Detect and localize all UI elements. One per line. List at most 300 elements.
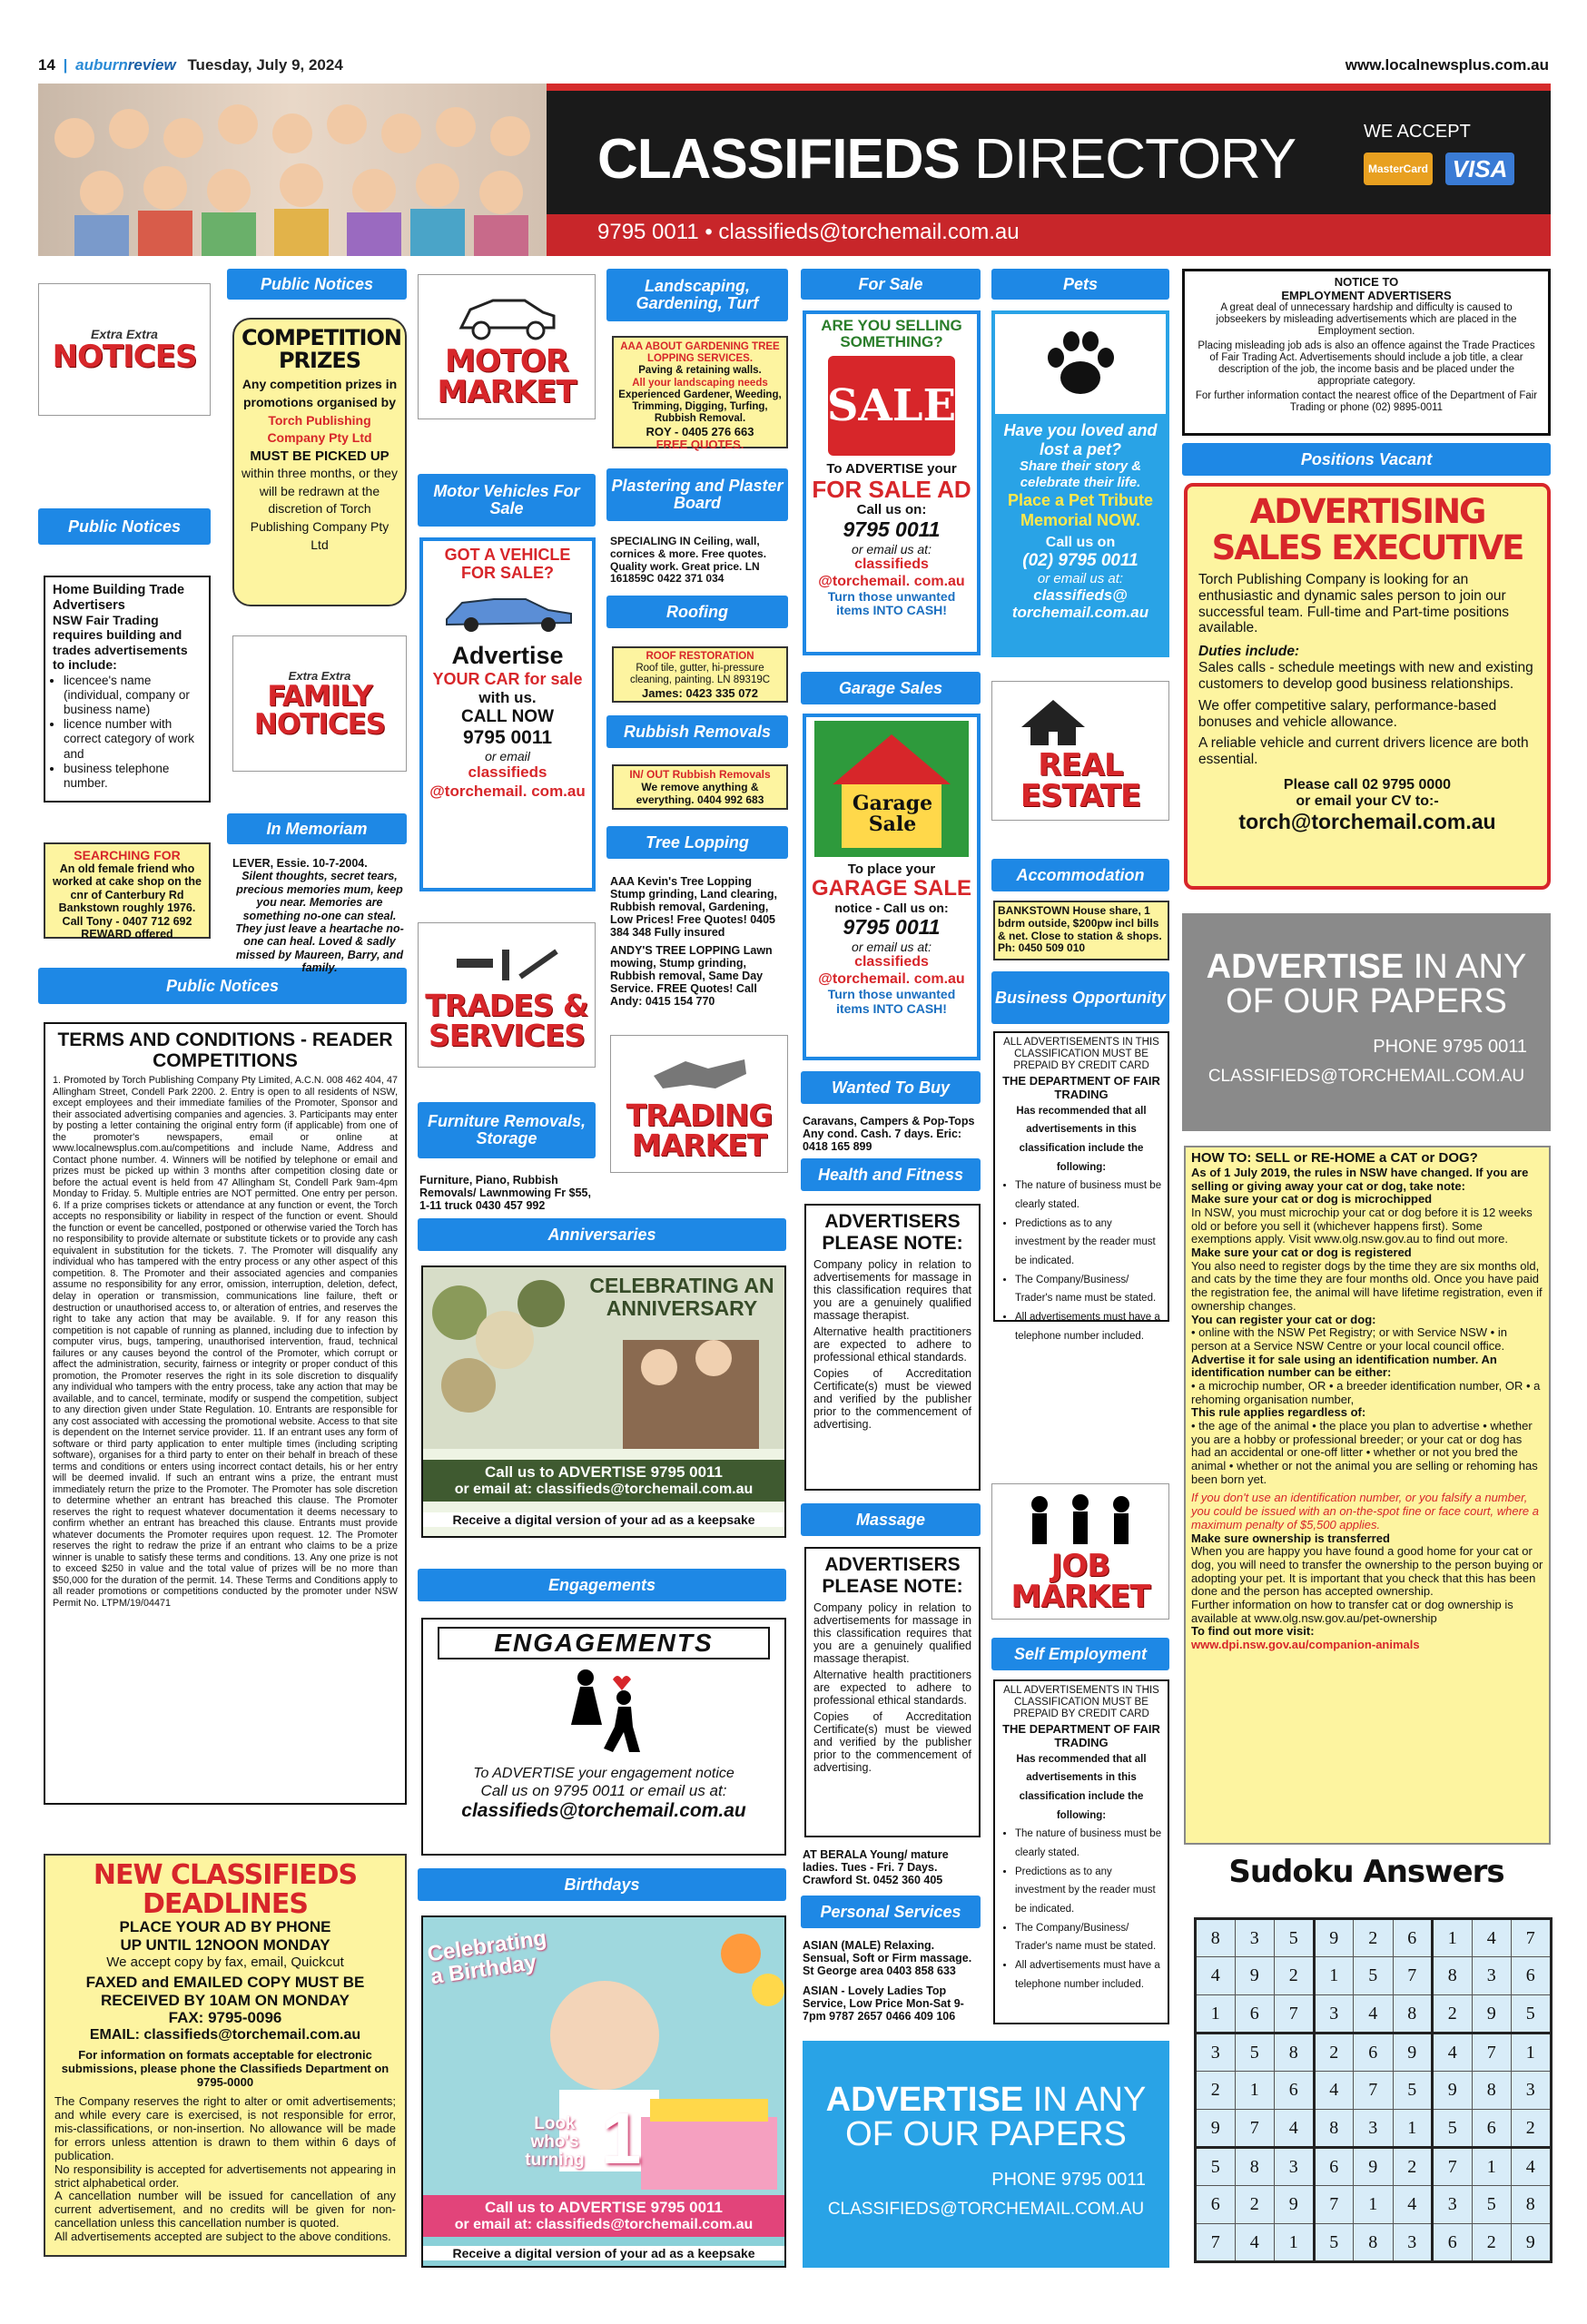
sudoku-cell: 4 xyxy=(1235,2224,1275,2262)
sudoku-cell: 6 xyxy=(1354,2034,1394,2072)
adv2-subtitle: PLEASE NOTE: xyxy=(822,1576,963,1597)
job-p3: We offer competitive salary, performance-based bonuses and vehicle allowance. xyxy=(1198,697,1497,730)
sudoku-cell: 5 xyxy=(1393,2072,1433,2110)
sudoku-row xyxy=(1196,2224,1552,2262)
advertise-promo-grey xyxy=(1182,913,1551,1131)
garage-l3: notice - Call us on: xyxy=(834,901,949,916)
classifieds-banner xyxy=(38,84,1551,256)
tab-personal-services[interactable]: Personal Services xyxy=(801,1896,981,1928)
garage-sale-ad xyxy=(803,714,981,1060)
red-stripe xyxy=(547,84,1551,91)
promo-email[interactable]: CLASSIFIEDS@TORCHEMAIL.COM.AU xyxy=(827,2199,1145,2219)
adv2-p1: Company policy in relation to advertisements for massage in this classification requires that you are a genuinely qualified massage therapist. xyxy=(813,1601,971,1665)
engagements-ad xyxy=(421,1618,786,1856)
deadlines-l1: PLACE YOUR AD BY PHONE xyxy=(119,1918,331,1935)
sudoku-cell: 2 xyxy=(1393,2148,1433,2186)
sudoku-cell: 9 xyxy=(1314,1919,1354,1957)
pet-rules-h1: Make sure your cat or dog is microchipped xyxy=(1191,1192,1433,1206)
car-for-sale-ad xyxy=(419,537,596,891)
birthday-call: Call us to ADVERTISE 9795 0011 xyxy=(484,2199,724,2216)
deadlines-l3: We accept copy by fax, email, Quickcut xyxy=(106,1955,344,1970)
trades-services-logo xyxy=(418,922,596,1068)
competition-prizes xyxy=(232,318,407,606)
berala-ad: AT BERALA Young/ mature ladies. Tues - Fri. 7 Days. Crawford St. 0452 360 405 xyxy=(803,1848,949,1886)
sudoku-cell: 1 xyxy=(1393,2110,1433,2148)
sudoku-cell: 8 xyxy=(1512,2186,1552,2224)
promo-papers: OF OUR PAPERS xyxy=(845,2115,1127,2153)
job-p4: A reliable vehicle and current drivers licence are both essential. xyxy=(1198,735,1529,768)
engagements-l2: Call us on 9795 0011 or email us at: xyxy=(480,1782,727,1799)
adv1-p2: Alternative health practitioners are expected to adhere to professional ethical standards. xyxy=(813,1325,971,1364)
sudoku-row xyxy=(1196,2034,1552,2072)
pet-rules-p3: • online with the NSW Pet Registry; or with Service NSW • in person at a Service NSW Centre or your local council office. xyxy=(1191,1325,1507,1353)
sudoku-cell: 8 xyxy=(1314,2110,1354,2148)
pet-rules-h2: Make sure your cat or dog is registered xyxy=(1191,1246,1412,1260)
comp-l1: Any competition prizes in promotions organised by xyxy=(242,377,398,409)
sudoku-cell: 2 xyxy=(1472,2224,1512,2262)
sudoku-cell: 5 xyxy=(1472,2186,1512,2224)
pet-rules-box xyxy=(1184,1146,1551,1845)
car-email: classifieds @torchemail. com.au xyxy=(429,763,586,800)
sudoku-cell: 2 xyxy=(1235,2186,1275,2224)
mastercard-icon: MasterCard xyxy=(1364,153,1433,185)
sudoku-cell: 7 xyxy=(1472,2034,1512,2072)
sudoku-cell: 3 xyxy=(1433,2186,1473,2224)
tab-public-notices-col2[interactable]: Public Notices xyxy=(227,269,407,300)
advertisers-note-2 xyxy=(804,1547,981,1837)
tab-motor-vehicles[interactable]: Motor Vehicles For Sale xyxy=(418,474,596,527)
promo-papers: OF OUR PAPERS xyxy=(1226,982,1507,1020)
sale-sign-icon: SALE xyxy=(828,356,955,456)
sudoku-cell: 7 xyxy=(1196,2224,1236,2262)
title-bold: CLASSIFIEDS xyxy=(597,128,960,191)
sudoku-row xyxy=(1196,2072,1552,2110)
adv2-p2: Alternative health practitioners are expected to adhere to professional ethical standards. xyxy=(813,1669,971,1707)
self-item: • The Company/Business/ Trader's name must be stated. xyxy=(1015,1919,1162,1956)
rubbish-ad xyxy=(612,764,788,810)
deadlines-l7: For information on formats acceptable for electronic submissions, please phone the Classifieds Department on 9795-0000 xyxy=(61,2048,389,2089)
job-duties: Duties include: xyxy=(1198,644,1300,660)
deadlines-l2: UP UNTIL 12NOON MONDAY xyxy=(120,1936,330,1954)
roof-phone: James: 0423 335 072 xyxy=(642,685,758,700)
home-building-item: • licencee's name (individual, company or business name) xyxy=(64,674,202,718)
promo-advertise: ADVERTISE xyxy=(825,2081,1024,2119)
sudoku-cell: 6 xyxy=(1472,2110,1512,2148)
directory-title xyxy=(597,127,1296,192)
sudoku-row xyxy=(1196,2148,1552,2186)
garden-l2: Paving & retaining walls. xyxy=(638,365,762,377)
sudoku-cell: 5 xyxy=(1512,1995,1552,2034)
pet-rules-h5: This rule applies regardless of: xyxy=(1191,1405,1366,1420)
self-employment-notice xyxy=(993,1679,1169,2024)
engagements-title: ENGAGEMENTS xyxy=(438,1627,770,1659)
deadlines-box xyxy=(44,1854,407,2257)
tab-anniversaries[interactable]: Anniversaries xyxy=(418,1218,786,1251)
sudoku-cell: 2 xyxy=(1512,2110,1552,2148)
tab-massage[interactable]: Massage xyxy=(801,1503,981,1536)
sudoku-cell: 8 xyxy=(1196,1919,1236,1957)
gardening-ad xyxy=(612,336,788,452)
adv1-p1: Company policy in relation to advertisements for massage in this classification requires that you are a genuinely qualified massage therapist. xyxy=(813,1258,971,1322)
sudoku-cell: 3 xyxy=(1354,2110,1394,2148)
sudoku-cell: 3 xyxy=(1275,2148,1315,2186)
sudoku-cell: 6 xyxy=(1393,1919,1433,1957)
sudoku-cell: 4 xyxy=(1275,2110,1315,2148)
tab-for-sale[interactable]: For Sale xyxy=(801,269,981,300)
comp-l2: Torch Publishing Company Pty Ltd xyxy=(267,412,372,446)
sudoku-cell: 6 xyxy=(1196,2186,1236,2224)
sudoku-cell: 3 xyxy=(1472,1957,1512,1995)
pet-rules-p5: • the age of the animal • the place you plan to advertise • whether you are a hobby or professional breeder; or your cat or dog has had an accidental or one-off litter • whether or not you bred the animal • whether or not the animal you are selling or rehoming has been born yet. xyxy=(1191,1419,1538,1486)
family-notices-text: FAMILY NOTICES xyxy=(253,679,386,741)
deadlines-l4: FAXED and EMAILED COPY MUST BE RECEIVED BY 10AM ON MONDAY xyxy=(85,1974,365,2009)
sudoku-cell: 3 xyxy=(1196,2034,1236,2072)
notice-p1: A great deal of unnecessary hardship and difficulty is caused to jobseekers by misleading advertisements which are placed in the Employment section. xyxy=(1216,302,1517,338)
searching-call: Call Tony - 0407 712 692 xyxy=(62,914,192,928)
pet-rules-h7: To find out more visit: xyxy=(1191,1624,1315,1639)
biz-prepaid: ALL ADVERTISEMENTS IN THIS CLASSIFICATION MUST BE PREPAID BY CREDIT CARD xyxy=(1003,1037,1159,1072)
sudoku-cell: 2 xyxy=(1433,1995,1473,2034)
notice-p2: Placing misleading job ads is also an offence against the Trade Practices of Fair Trading Act. Advertisements should include a job title, a clear description of the job, the income basis and be placed under the appropriate category. xyxy=(1198,340,1535,388)
sudoku-cell: 6 xyxy=(1314,2148,1354,2186)
tab-engagements[interactable]: Engagements xyxy=(418,1569,786,1601)
pets-l6: or email us at: xyxy=(1037,570,1124,586)
sudoku-cell: 8 xyxy=(1472,2072,1512,2110)
roof-body: Roof tile, gutter, hi-pressure cleaning, painting. LN 89319C xyxy=(629,663,771,686)
advertisers-note-1 xyxy=(804,1204,981,1491)
tab-garage-sales[interactable]: Garage Sales xyxy=(801,672,981,704)
accommodation-ad: BANKSTOWN House share, 1 bdrm outside, $200pw incl bills & net. Close to station & shops. Ph: 0450 509 010 xyxy=(993,901,1169,960)
sudoku-cell: 4 xyxy=(1472,1919,1512,1957)
sudoku-cell: 7 xyxy=(1235,2110,1275,2148)
sudoku-cell: 7 xyxy=(1393,1957,1433,1995)
garden-l4: Experienced Gardener, Weeding, Trimming, Digging, Turfing, Rubbish Removal. xyxy=(618,389,782,425)
pet-tribute-ad xyxy=(991,310,1169,657)
sudoku-cell: 7 xyxy=(1275,1995,1315,2034)
sudoku-cell: 9 xyxy=(1235,1957,1275,1995)
notices-logo-text: NOTICES xyxy=(52,339,197,375)
tab-self-employment[interactable]: Self Employment xyxy=(991,1638,1169,1670)
sudoku-cell: 8 xyxy=(1433,1957,1473,1995)
sudoku-cell: 5 xyxy=(1433,2110,1473,2148)
trades-services-text: TRADES & SERVICES xyxy=(425,987,588,1053)
birthday-turning: Look who's turning xyxy=(525,2114,585,2170)
engagements-email: classifieds@torchemail.com.au xyxy=(461,1800,746,1821)
site-url[interactable]: www.localnewsplus.com.au xyxy=(1345,56,1549,74)
terms-and-conditions xyxy=(44,1022,407,1805)
sudoku-title: Sudoku Answers xyxy=(1228,1854,1504,1890)
searching-reward: REWARD offered xyxy=(81,927,173,940)
sudoku-cell: 4 xyxy=(1196,1957,1236,1995)
car-for-sale: YOUR CAR for sale xyxy=(432,669,583,688)
tree-lopping-ad-1: AAA Kevin's Tree Lopping Stump grinding, Land clearing, Rubbish removal, Gardening, Low Prices! Free Quotes! 0405 384 348 Fully insured xyxy=(610,875,778,939)
promo-phone: PHONE 9795 0011 xyxy=(1373,1036,1527,1057)
pet-rules-p6: When you are happy you have found a good home for your cat or dog, you will need to transfer the ownership to the person buying or adopting your pet. It is important that you check that this has been done and the person has accepted ownership. xyxy=(1191,1544,1543,1599)
employment-notice xyxy=(1182,269,1551,436)
tab-business-opportunity[interactable]: Business Opportunity xyxy=(991,971,1169,1024)
sudoku-cell: 2 xyxy=(1196,2072,1236,2110)
tab-public-notices[interactable]: Public Notices xyxy=(38,508,211,545)
garage-sign: Garage Sale xyxy=(852,792,933,837)
sales-executive-ad xyxy=(1184,483,1551,890)
tab-accommodation[interactable]: Accommodation xyxy=(991,859,1169,891)
deadlines-fax: FAX: 9795-0096 xyxy=(168,2009,282,2027)
biz-item: • Predictions as to any investment by the reader must be indicated. xyxy=(1015,1215,1162,1271)
asian-ad-1: ASIAN (MALE) Relaxing. Sensual, Soft or Firm massage. St George area 0403 858 633 xyxy=(803,1939,972,1977)
proposal-silhouette-icon xyxy=(549,1661,658,1761)
tab-plastering[interactable]: Plastering and Plaster Board xyxy=(606,468,788,521)
adv2-title: ADVERTISERS xyxy=(824,1554,961,1575)
sudoku-cell: 1 xyxy=(1275,2224,1315,2262)
sudoku-cell: 6 xyxy=(1433,2224,1473,2262)
banner-contact: 9795 0011 • classifieds@torchemail.com.au xyxy=(597,220,1020,244)
car-or-email: or email xyxy=(485,749,530,764)
tab-roofing[interactable]: Roofing xyxy=(606,596,788,628)
notice-to: NOTICE TO xyxy=(1334,275,1399,289)
memoriam-body: Silent thoughts, secret tears, precious memories mum, keep you near. Memories are something no-one can steal. They just leave a heartache no-one can heal. Loved & sadly missed by Maureen, Barry, and family. xyxy=(235,870,404,974)
terms-body: 1. Promoted by Torch Publishing Company Pty Limited, A.C.N. 008 462 404, 47 Allingham Street, Condell Park 2200. 2. Entry is open to all residents of NSW, except employees and their immediate families of the Promoter, Sponsor and their associated advertising companies and agencies. 3. Participants may enter by posting a letter containing the original entry form (if applicable) from one of the promoter's newspapers, email or online at www.localnewsplus.com.au/competitions and include Name, Address and Contact phone number. 4. Winners will be notified by telephone or email and prizes must be picked up within 3 months after competition closing date or before the actual event is held from 47 Allingham St, Condell Park 9am-4pm Monday to Friday. 5. Multiple entries are NOT permitted. One entry per person. 6. If a prize comprises tickets or attendance at any function or event, the Torch accepts no responsibility or liability in respect of the function or event. Should the function or event be cancelled, postponed or otherwise varied the Torch has no responsibility to provide alternate or substitute tickets or to provide any cash equivalent in substitution for the tickets. 7. The Promoter will disqualify any individual who has tampered with the entry process or any other aspect of this competition. 8. The Promoter and their associated agencies and companies assume no responsibility for any error, omission, interruption, deletion, defect, delay in operation or transmission, communications line failure, theft or destruction or unauthorised access to, or alteration of entries, and reserves the right to take any action that may be available. 9. If for any reason this competition is not capable of running as planned, including due to infection by computer virus, bugs, tampering, unauthorised intervention, fraud, technical failures or any causes beyond the control of the Promoter, which corrupt or affect the administration, security, fairness or integrity or proper conduct of this promotion, the Promoter reserves the right in its sole discretion to disqualify any individual who tampers with the entry process, take any action that may be available, and to cancel, terminate, modify or suspend the competition, subject to any direction given under State Regulation. 10. Entrants are responsible for any cost associated with accessing the promotional website. Access to that site is dependent on the Internet service provider. 11. If an entrant uses any form of software or third party application to enter multiple times (including scripting software), organises for a third party to enter on their behalf in breach of these terms and conditions or enters using incorrect contact details, his or her entry will be deemed invalid. If such an entrant wins a prize, the entrant must immediately return the prize to the Promoter. The Promoter has sole discretion to determine whether an entrant has breached this clause. The Promoter reserves the right to request whatever documentation it deems necessary to confirm whether an entrant has breached this clause. Entrants must provide whatever documents the Promoter requires upon request. 12. The Promoter reserves the right to redraw the prize if an entrant who claims to be a prize winner is unable to satisfy these terms and conditions. 13. Any one prize is not to exceed $250 in value and the total value of prizes will be no more than $50,000 for the duration of the permit. 14. These Terms and Conditions apply to all reader promotions or competitions conducted by the promoter under NSW Permit No. LTPM/19/04471 xyxy=(53,1075,398,1609)
adv1-subtitle: PLEASE NOTE: xyxy=(822,1233,963,1254)
sudoku-cell: 2 xyxy=(1314,2034,1354,2072)
sudoku-cell: 5 xyxy=(1354,1957,1394,1995)
deadlines-p2: No responsibility is accepted for advertisements not appearing in strict alphabetical order. xyxy=(54,2162,396,2190)
home-building-item: • business telephone number. xyxy=(64,762,202,791)
sudoku-cell: 1 xyxy=(1512,2034,1552,2072)
home-building-notice xyxy=(44,576,211,803)
sale-l2: FOR SALE AD xyxy=(812,475,971,503)
deadlines-email: EMAIL: classifieds@torchemail.com.au xyxy=(89,2027,361,2043)
garage-phone: 9795 0011 xyxy=(843,915,941,940)
self-dept: THE DEPARTMENT OF FAIR TRADING xyxy=(1002,1721,1160,1749)
sale-email: classifieds @torchemail. com.au xyxy=(818,556,965,589)
sudoku-cell: 1 xyxy=(1314,1957,1354,1995)
home-building-item: • licence number with correct category of work and xyxy=(64,717,202,762)
promo-phone: PHONE 9795 0011 xyxy=(991,2169,1146,2190)
sudoku-cell: 4 xyxy=(1393,2186,1433,2224)
job-p2: Sales calls - schedule meetings with new and existing customers to develop good business relationships. xyxy=(1198,660,1533,692)
garage-l1: To place your xyxy=(847,862,936,877)
sudoku-cell: 6 xyxy=(1235,1995,1275,2034)
searching-for-ad xyxy=(44,842,211,939)
tab-health-fitness[interactable]: Health and Fitness xyxy=(801,1158,981,1191)
sudoku-cell: 3 xyxy=(1393,2224,1433,2262)
notices-logo xyxy=(38,283,211,416)
sudoku-cell: 8 xyxy=(1393,1995,1433,2034)
sudoku-cell: 4 xyxy=(1433,2034,1473,2072)
promo-in-any: IN ANY xyxy=(1413,948,1527,986)
sudoku-cell: 9 xyxy=(1433,2072,1473,2110)
motor-market-logo xyxy=(418,274,596,419)
tab-in-memoriam[interactable]: In Memoriam xyxy=(227,813,407,844)
promo-in-any: IN ANY xyxy=(1032,2081,1147,2119)
sale-l1: To ADVERTISE your xyxy=(826,460,957,477)
sudoku-cell: 6 xyxy=(1512,1957,1552,1995)
roofing-ad xyxy=(612,646,788,703)
garage-l7: Turn those unwanted items INTO CASH! xyxy=(827,987,956,1016)
pet-rules-h6: Make sure ownership is transferred xyxy=(1191,1531,1390,1545)
real-estate-logo xyxy=(991,681,1169,821)
job-market-text: JOB MARKET xyxy=(1010,1547,1150,1615)
tab-furniture-removals[interactable]: Furniture Removals, Storage xyxy=(418,1102,596,1158)
searching-title: SEARCHING FOR xyxy=(74,848,181,862)
sudoku-row xyxy=(1196,1919,1552,1957)
deadlines-p4: All advertisements accepted are subject to the above conditions. xyxy=(54,2230,391,2244)
job-phone: Please call 02 9795 0000 xyxy=(1283,777,1452,793)
sudoku-cell: 4 xyxy=(1314,2072,1354,2110)
pets-l3: Place a Pet Tribute Memorial NOW. xyxy=(1007,491,1154,529)
garage-email: classifieds @torchemail. com.au xyxy=(818,954,965,987)
birthday-age: 1 xyxy=(601,2098,642,2179)
tools-icon xyxy=(448,940,566,986)
sudoku-cell: 6 xyxy=(1275,2072,1315,2110)
memoriam-notice xyxy=(232,857,407,974)
sudoku-row xyxy=(1196,1957,1552,1995)
sudoku-row xyxy=(1196,2186,1552,2224)
home-building-body: NSW Fair Trading requires building and trades advertisements to include: xyxy=(53,613,188,672)
sudoku-cell: 8 xyxy=(1275,2034,1315,2072)
self-recommend: Has recommended that all advertisements in this classification include the following: xyxy=(1016,1753,1147,1821)
classic-car-icon xyxy=(439,583,576,637)
pets-email: classifieds@ torchemail.com.au xyxy=(1011,586,1149,622)
biz-dept: THE DEPARTMENT OF FAIR TRADING xyxy=(1002,1073,1160,1101)
sudoku-cell: 9 xyxy=(1354,2148,1394,2186)
biz-recommend: Has recommended that all advertisements in this classification include the following: xyxy=(1016,1105,1147,1173)
terms-title: TERMS AND CONDITIONS - READER COMPETITIONS xyxy=(57,1029,393,1072)
extra-extra: Extra Extra xyxy=(91,327,158,341)
sudoku-cell: 2 xyxy=(1275,1957,1315,1995)
anniversary-title: CELEBRATING AN ANNIVERSARY xyxy=(589,1274,774,1321)
tab-rubbish-removals[interactable]: Rubbish Removals xyxy=(606,715,788,748)
family-notices-logo xyxy=(232,635,407,772)
pets-l1: Have you loved and lost a pet? xyxy=(1003,421,1158,458)
job-email[interactable]: torch@torchemail.com.au xyxy=(1238,810,1496,834)
promo-advertise: ADVERTISE xyxy=(1206,948,1405,986)
sudoku-cell: 4 xyxy=(1512,2148,1552,2186)
car-phone: 9795 0011 xyxy=(462,727,553,749)
tab-public-notices-2[interactable]: Public Notices xyxy=(38,968,407,1004)
pets-phone: (02) 9795 0011 xyxy=(1022,550,1138,570)
engagements-l1: To ADVERTISE your engagement notice xyxy=(473,1766,734,1781)
sale-l3: Call us on: xyxy=(856,502,927,518)
sudoku-cell: 5 xyxy=(1196,2148,1236,2186)
notice-employment: EMPLOYMENT ADVERTISERS xyxy=(1281,289,1452,302)
car-question: GOT A VEHICLE FOR SALE? xyxy=(444,546,571,582)
sale-l7: Turn those unwanted items INTO CASH! xyxy=(827,589,956,618)
tab-tree-lopping[interactable]: Tree Lopping xyxy=(606,826,788,859)
self-prepaid: ALL ADVERTISEMENTS IN THIS CLASSIFICATION MUST BE PREPAID BY CREDIT CARD xyxy=(1003,1685,1159,1720)
pet-rules-p1: In NSW, you must microchip your cat or dog before it is 12 weeks old or before you sell it (whichever happens first). Some exemptions apply. Visit www.olg.nsw.gov.au to find out more. xyxy=(1191,1206,1533,1246)
tree-lopping-ad-2: ANDY'S TREE LOPPING Lawn mowing, Stump grinding, Rubbish removal, Same Day Service. FREE Quotes! Call Andy: 0415 154 770 xyxy=(610,944,773,1008)
promo-email[interactable]: CLASSIFIEDS@TORCHEMAIL.COM.AU xyxy=(1208,1066,1525,1086)
sudoku-cell: 8 xyxy=(1354,2224,1394,2262)
car-advertise: Advertise xyxy=(451,641,564,669)
asian-ad-2: ASIAN - Lovely Ladies Top Service, Low Price Mon-Sat 9-7pm 9787 2657 0466 409 106 xyxy=(803,1984,964,2023)
sudoku-cell: 1 xyxy=(1354,2186,1394,2224)
sudoku-cell: 3 xyxy=(1235,1919,1275,1957)
paw-print-icon xyxy=(1040,323,1121,405)
publication-name-a: auburn xyxy=(75,56,128,74)
handshake-icon xyxy=(645,1049,754,1096)
car-call-now: CALL NOW xyxy=(460,707,555,727)
home-building-title: Home Building Trade Advertisers xyxy=(53,583,185,613)
biz-item: • The nature of business must be clearly stated. xyxy=(1015,1177,1162,1214)
pet-rules-intro: As of 1 July 2019, the rules in NSW have changed. If you are selling or giving away your cat or dog, take note: xyxy=(1191,1165,1529,1193)
sale-l5: or email us at: xyxy=(852,542,932,557)
business-people-icon xyxy=(1012,1492,1148,1546)
sudoku-cell: 3 xyxy=(1512,2072,1552,2110)
comp-l4: within three months, or they will be redrawn at the discretion of Torch Publishing Company Pty Ltd xyxy=(242,466,398,552)
motor-market-text: MOTOR MARKET xyxy=(437,342,577,410)
anniversary-email: or email at: classifieds@torchemail.com.au xyxy=(454,1482,754,1497)
sudoku-cell: 1 xyxy=(1235,2072,1275,2110)
job-title: ADVERTISING SALES EXECUTIVE xyxy=(1211,492,1523,567)
sudoku-cell: 9 xyxy=(1472,1995,1512,2034)
sudoku-cell: 7 xyxy=(1512,1919,1552,1957)
self-item: • The nature of business must be clearly stated. xyxy=(1015,1825,1162,1862)
deadlines-title: NEW CLASSIFIEDS DEADLINES xyxy=(93,1859,358,1920)
garden-free-quotes: FREE QUOTES. xyxy=(656,438,744,452)
sudoku-cell: 9 xyxy=(1196,2110,1236,2148)
tab-birthdays[interactable]: Birthdays xyxy=(418,1868,786,1901)
sudoku-cell: 7 xyxy=(1354,2072,1394,2110)
crowd-illustration xyxy=(38,84,547,256)
pet-rules-h4: Advertise it for sale using an identification number. An identification number can be either: xyxy=(1191,1352,1497,1380)
car-with-us: with us. xyxy=(478,689,537,707)
garage-l2: GARAGE SALE xyxy=(811,876,971,901)
for-sale-ad xyxy=(803,310,981,655)
sudoku-cell: 1 xyxy=(1472,2148,1512,2186)
job-p1: Torch Publishing Company is looking for an enthusiastic and dynamic sales person to join our successful team. Full-time and Part-time positions available. xyxy=(1198,571,1509,636)
tab-pets[interactable]: Pets xyxy=(991,269,1169,300)
pet-rules-title: HOW TO: SELL or RE-HOME a CAT or DOG? xyxy=(1191,1150,1478,1166)
trading-market-text: TRADING MARKET xyxy=(626,1097,773,1163)
publication-name-b: review xyxy=(127,56,176,74)
biz-item: • The Company/Business/ Trader's name must be stated. xyxy=(1015,1271,1162,1308)
anniversary-call: Call us to ADVERTISE 9795 0011 xyxy=(484,1463,724,1481)
tab-positions-vacant[interactable]: Positions Vacant xyxy=(1182,443,1551,476)
separator: | xyxy=(63,56,68,74)
tab-landscaping[interactable]: Landscaping, Gardening, Turf xyxy=(606,269,788,321)
deadlines-p3: A cancellation number will be issued for cancellation of any current advertisement, and no credits will be given for non-cancellation unless this cancellation number is quoted. xyxy=(54,2189,396,2230)
pet-rules-url[interactable]: www.dpi.nsw.gov.au/companion-animals xyxy=(1191,1638,1420,1651)
furniture-removals-ad: Furniture, Piano, Rubbish Removals/ Lawnmowing Fr $55, 1-11 truck 0430 457 992 xyxy=(419,1174,591,1212)
sudoku-row xyxy=(1196,1995,1552,2034)
pet-rules-p7: Further information on how to transfer cat or dog ownership is available at www.olg.nsw.gov.au/pet-ownership xyxy=(1191,1597,1513,1625)
garage-l5: or email us at: xyxy=(852,940,932,955)
sudoku-grid xyxy=(1194,1917,1552,2263)
adv1-p3: Copies of Accreditation Certificate(s) must be viewed and verified by the publisher prior to the commencement of advertising. xyxy=(813,1367,971,1431)
tab-wanted-to-buy[interactable]: Wanted To Buy xyxy=(801,1071,981,1104)
anniversary-ad xyxy=(421,1265,786,1538)
pets-l2: Share their story & celebrate their life. xyxy=(1019,458,1142,491)
rubbish-title: IN/ OUT Rubbish Removals xyxy=(629,768,771,781)
sudoku-cell: 7 xyxy=(1314,2186,1354,2224)
garage-house-icon xyxy=(814,721,969,857)
sale-question: ARE YOU SELLING SOMETHING? xyxy=(821,317,962,350)
adv1-title: ADVERTISERS xyxy=(824,1211,961,1232)
garden-l3: All your landscaping needs xyxy=(632,377,768,389)
adv2-p3: Copies of Accreditation Certificate(s) must be viewed and verified by the publisher prior to the commencement of advertising. xyxy=(813,1710,971,1774)
sudoku-cell: 1 xyxy=(1433,1919,1473,1957)
business-notice xyxy=(993,1031,1169,1342)
sudoku-cell: 7 xyxy=(1433,2148,1473,2186)
house-icon xyxy=(1012,691,1148,745)
self-item: • All advertisements must have a telephone number included. xyxy=(1015,1956,1162,1994)
roof-title: ROOF RESTORATION xyxy=(646,651,754,662)
page-header-left xyxy=(38,56,343,74)
pet-rules-h3: You can register your cat or dog: xyxy=(1191,1312,1376,1326)
anniversary-keepsake: Receive a digital version of your ad as a keepsake xyxy=(423,1512,784,1527)
